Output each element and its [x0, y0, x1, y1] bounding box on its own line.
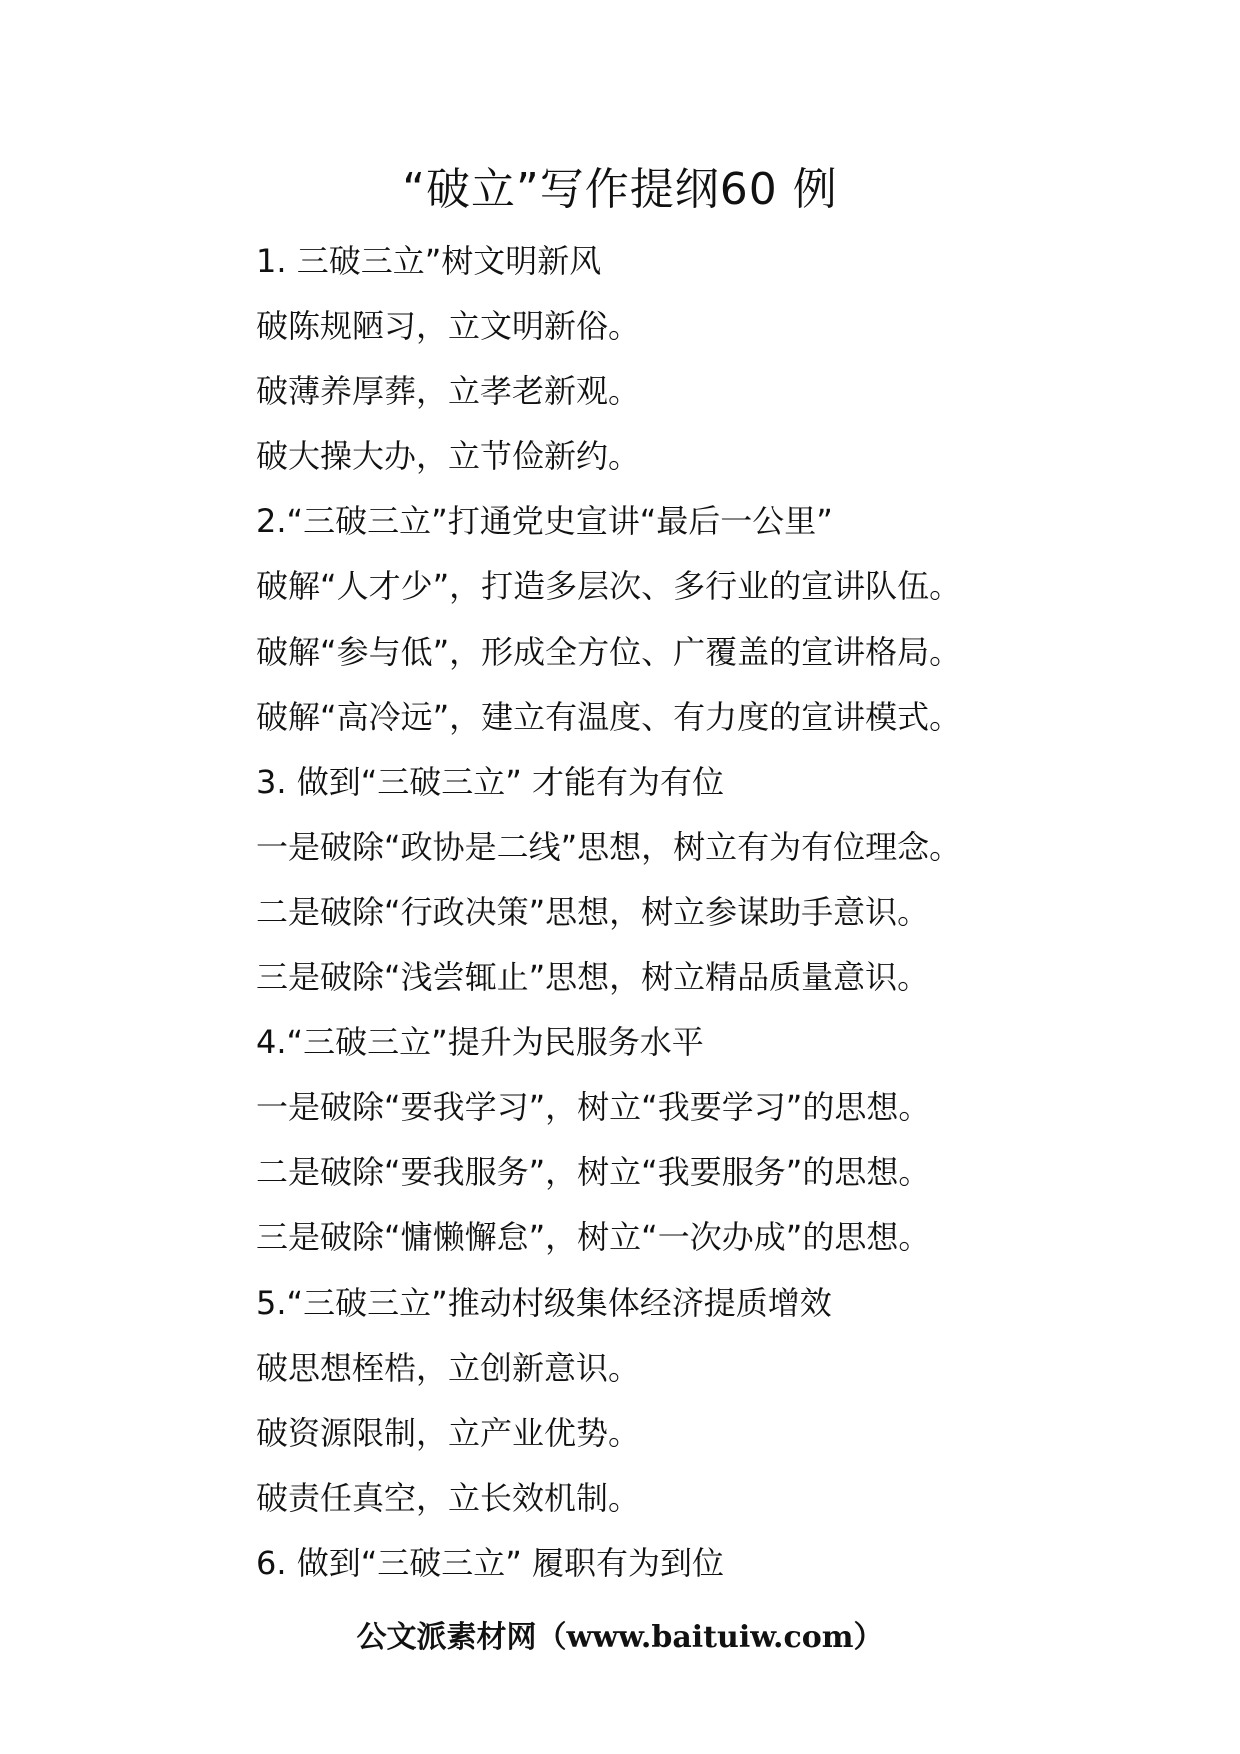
body-line: 4.“三破三立”提升为民服务水平 — [256, 1023, 704, 1062]
body-line: 5.“三破三立”推动村级集体经济提质增效 — [256, 1283, 832, 1322]
body-line: 1. 三破三立”树文明新风 — [256, 242, 602, 280]
body-line: 破大操大办，立节俭新约。 — [256, 437, 641, 476]
body-line: 一是破除“要我学习”，树立“我要学习”的思想。 — [256, 1088, 931, 1127]
body-line: 破陈规陋习，立文明新俗。 — [256, 307, 641, 346]
document-body — [256, 235, 1216, 1602]
body-line: 三是破除“浅尝辄止”思想，树立精品质量意识。 — [256, 958, 930, 997]
body-line: 二是破除“行政决策”思想，树立参谋助手意识。 — [256, 892, 930, 931]
document-title: “破立”写作提纲60 例 — [402, 164, 838, 215]
body-line: 破解“高冷远”，建立有温度、有力度的宣讲模式。 — [256, 697, 962, 736]
body-line: 一是破除“政协是二线”思想，树立有为有位理念。 — [256, 827, 962, 866]
body-line: 二是破除“要我服务”，树立“我要服务”的思想。 — [256, 1153, 931, 1192]
body-line: 破薄养厚葬，立孝老新观。 — [256, 372, 641, 411]
body-line: 3. 做到“三破三立” 才能有为有位 — [256, 762, 725, 801]
body-line: 破解“人才少”，打造多层次、多行业的宣讲队伍。 — [256, 567, 962, 606]
body-line: 三是破除“慵懒懈怠”，树立“一次办成”的思想。 — [256, 1218, 931, 1257]
body-line: 破责任真空，立长效机制。 — [256, 1478, 641, 1517]
page-footer: 公文派素材网（www.baituiw.com） — [356, 1620, 884, 1655]
body-line: 破解“参与低”，形成全方位、广覆盖的宣讲格局。 — [256, 632, 962, 671]
body-line: 6. 做到“三破三立” 履职有为到位 — [256, 1543, 725, 1582]
body-line: 2.“三破三立”打通党史宣讲“最后一公里” — [256, 502, 833, 541]
body-line: 破资源限制，立产业优势。 — [256, 1413, 641, 1452]
body-line: 破思想桎梏，立创新意识。 — [256, 1348, 641, 1387]
